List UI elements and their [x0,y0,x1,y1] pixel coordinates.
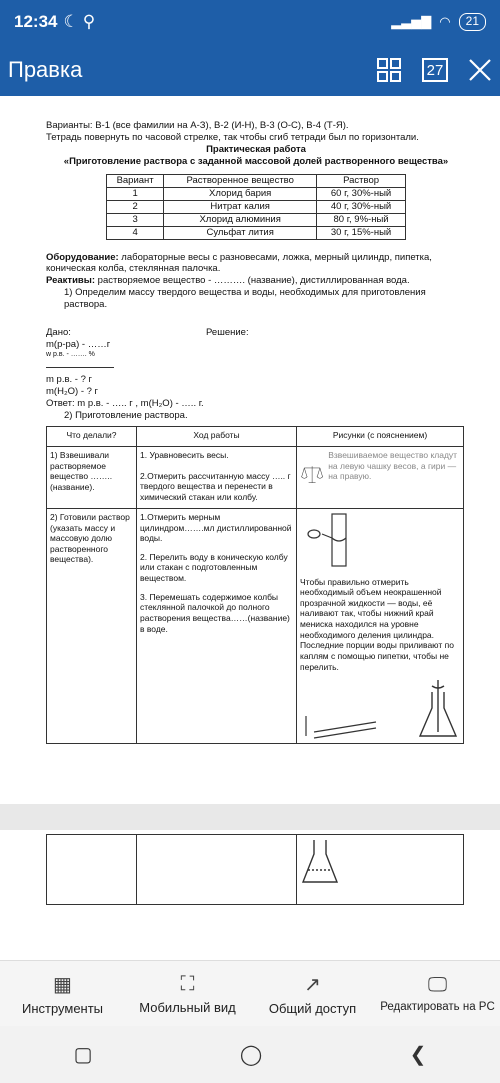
cell: Хлорид бария [164,187,317,200]
given-fraction: w р.в. - ……. % [46,350,95,358]
tools-button[interactable] [0,961,125,1026]
picture-caption: Чтобы правильно отмерить необходимый объем неокрашенной прозрачной жидкости — воды, её наливают так, чтобы нижний край мениска находился на уровне необходимого деления цилиндра. Последние порции воды приливают по каплям с помощью пипетки, чтобы не перелить. [300,576,454,672]
table-row [107,226,406,239]
cell: 30 г, 15%-ный [317,226,406,239]
cell: 2) Готовили раствор (указать массу и массовую долю растворенного вещества). [47,508,137,743]
practical-title: Практическая работа [206,143,306,155]
table-header: Рисунки (с пояснением) [297,426,464,446]
cell [297,835,464,905]
step-text: 2. Перелить воду в коническую колбу или стакан с подготовленным веществом. [140,551,288,583]
cell: 40 г, 30%-ный [317,200,406,213]
step-text: 3. Перемешать содержимое колбы стеклянной палочкой до полного растворения вещества……(название) в воде. [140,591,290,634]
home-icon[interactable]: ◯ [239,1044,263,1066]
step-text: 2.Отмерить рассчитанную массу ….. г твердого вещества и перенести в химический стакан или колбу. [140,470,291,502]
edit-on-pc-button[interactable] [375,961,500,1026]
given-mass: m(р-ра) - ……г [46,338,111,350]
solution-label: Решение: [206,326,249,338]
table-header: Что делали? [47,426,137,446]
variants-table [106,174,406,240]
cell: 4 [107,226,164,239]
step-1: 1) Определим массу твердого вещества и воды, необходимых для приготовления раствора. [64,287,426,310]
balance-scale-icon [300,450,324,498]
document-content [46,120,466,744]
share-label: Общий доступ [268,1000,357,1016]
practical-subtitle: «Приготовление раствора с заданной массовой долей растворенного вещества» [63,155,449,167]
moon-icon: ☾ [63,12,79,31]
cell: 1) Взвешивали растворяемое вещество …….. (название). [47,446,137,508]
cell: Сульфат лития [164,226,317,239]
cell [47,835,137,905]
tabs-count-button[interactable]: 27 [422,58,448,82]
close-icon[interactable] [468,58,492,82]
back-icon[interactable]: ❮ [409,1044,427,1066]
flask-icon [300,838,340,886]
share-icon: ↗ [304,973,321,996]
edit-on-pc-label: Редактировать на PC [380,1001,495,1013]
table-header: Вариант [107,174,164,187]
reagents-label: Реактивы: [46,275,96,287]
grid-icon[interactable] [376,57,402,83]
work-table-continued [46,834,464,905]
wifi-icon: ◠ [439,14,451,29]
step-text: 1.Отмерить мерным цилиндром…….мл дистиллированной воды. [140,511,292,544]
divider [46,367,114,368]
mobile-view-icon: ⛶ [180,972,195,995]
page-title: Правка [8,57,83,82]
cell [137,835,297,905]
status-bar [0,0,500,44]
bottom-toolbar [0,960,500,1026]
equipment-label: Оборудование: [46,251,119,263]
share-button[interactable] [250,961,375,1026]
answer-line: Ответ: m р.в. - ….. г , m(H₂O) - ….. г. [46,398,204,410]
document-page [0,96,500,900]
cell: 2 [107,200,164,213]
equipment-text: лабораторные весы с разновесами, ложка, мерный цилиндр, пипетка, коническая колба, стеклянная палочка. [46,251,432,275]
document-page-2 [0,830,500,960]
picture-caption: Взвешиваемое вещество кладут на левую чашку весов, а гири — на правую. [328,449,458,482]
table-row [107,187,406,200]
table-row [107,213,406,226]
recents-icon[interactable]: ▢ [73,1044,93,1066]
given-label: Дано: [46,326,71,338]
equipment-paragraph [46,252,466,276]
given-block [46,327,466,369]
tools-icon: ▦ [53,973,72,996]
cell: Нитрат калия [164,200,317,213]
table-header: Растворенное вещество [164,174,317,187]
cell: 1 [107,187,164,200]
table-row [47,508,464,743]
cylinder-icon [300,714,380,740]
search-icon: ⚲ [82,12,96,31]
monitor-icon: 🖵 [427,974,448,996]
signal-icon: ▂▃▅▇ [391,14,432,29]
cell [137,508,297,743]
cell [297,446,464,508]
reagents-paragraph [46,275,466,287]
mobile-view-label: Мобильный вид [139,999,236,1015]
step-text: 1. Уравновесить весы. [140,449,229,460]
clock: 12:34 [14,12,58,31]
measuring-cylinder-icon [300,512,370,568]
flask-stirring-icon [416,678,460,740]
find-water: m(H₂O) - ? г [46,386,99,398]
variants-line: Варианты: В-1 (все фамилии на А-З), В-2 (И-Н), В-3 (О-С), В-4 (Т-Я). [46,120,349,131]
mobile-view-button[interactable] [125,961,250,1026]
table-row [107,200,406,213]
cell [137,446,297,508]
cell: Хлорид алюминия [164,213,317,226]
table-header: Ход работы [137,426,297,446]
battery-icon: 21 [459,13,486,31]
app-bar [0,44,500,96]
notebook-instruction: Тетрадь повернуть по часовой стрелке, так чтобы сгиб тетради был по горизонтали. [46,131,419,143]
cell [297,508,464,743]
find-solute: m р.в. - ? г [46,374,92,386]
work-table [46,426,464,744]
cell: 80 г, 9%-ный [317,213,406,226]
table-row [47,446,464,508]
tools-label: Инструменты [21,1000,104,1016]
step-2: 2) Приготовление раствора. [64,410,188,421]
system-navigation [0,1026,500,1083]
reagents-text: растворяемое вещество - ………. (название), дистиллированная вода. [95,275,410,287]
cell: 60 г, 30%-ный [317,187,406,200]
table-header: Раствор [317,174,406,187]
cell: 3 [107,213,164,226]
